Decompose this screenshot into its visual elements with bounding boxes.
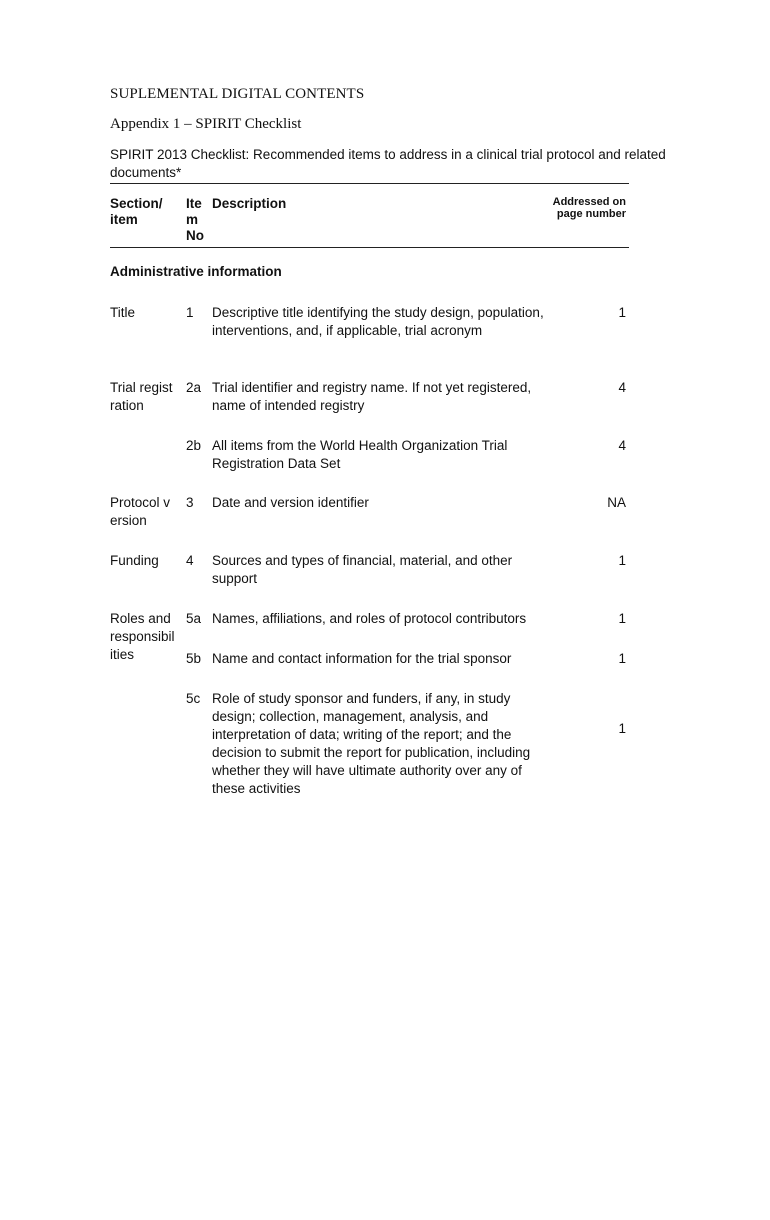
- table-row-item: 5c: [186, 691, 201, 706]
- table-header-rule: [110, 247, 629, 248]
- table-row-item: 5b: [186, 651, 202, 666]
- table-row-page: 1: [618, 305, 626, 320]
- table-row-item: 5a: [186, 611, 202, 626]
- table-row-page: 4: [618, 380, 626, 395]
- table-row-description: Sources and types of financial, material, and other support: [212, 553, 513, 586]
- table-row-description: Trial identifier and registry name. If not yet registered, name of intended registry: [212, 380, 532, 413]
- table-row-description: Date and version identifier: [212, 495, 369, 510]
- table-row-page: 1: [618, 553, 626, 568]
- checklist-intro: SPIRIT 2013 Checklist: Recommended items to address in a clinical trial protocol and related documents*: [110, 147, 666, 180]
- column-header-page: Addressed on page number: [552, 196, 626, 220]
- table-row-section: Trial registration: [110, 380, 173, 413]
- table-row-item: 2b: [186, 438, 202, 453]
- table-row-description: All items from the World Health Organization Trial Registration Data Set: [212, 438, 508, 471]
- table-row-page: 1: [618, 611, 626, 626]
- table-row-item: 4: [186, 553, 194, 568]
- table-row-item: 2a: [186, 380, 202, 395]
- table-row-description: Names, affiliations, and roles of protocol contributors: [212, 611, 527, 626]
- table-row-page: NA: [607, 495, 626, 510]
- table-row-item: 1: [186, 305, 194, 320]
- table-row-page: 4: [618, 438, 626, 453]
- appendix-heading: Appendix 1 – SPIRIT Checklist: [110, 116, 302, 132]
- table-row-section: Roles and responsibilities: [110, 611, 175, 662]
- table-row-description: Descriptive title identifying the study design, population, interventions, and, if applicable, trial acronym: [212, 305, 544, 338]
- table-row-description: Role of study sponsor and funders, if any, in study design; collection, management, analysis, and interpretation of data; writing of the report; and the decision to submit the report for publication, including whether they will have ultimate authority over any of these activities: [212, 691, 531, 796]
- table-row-page: 1: [618, 721, 626, 736]
- table-row-page: 1: [618, 651, 626, 666]
- column-header-description: Description: [212, 196, 287, 211]
- document-title: SUPLEMENTAL DIGITAL CONTENTS: [110, 86, 365, 102]
- column-header-item: Item No: [186, 196, 204, 243]
- column-header-section: Section/ item: [110, 196, 163, 227]
- section-group-title: Administrative information: [110, 264, 282, 279]
- table-row-section: Protocol version: [110, 495, 171, 528]
- table-top-rule: [110, 183, 629, 184]
- table-row-section: Title: [110, 305, 136, 320]
- table-row-item: 3: [186, 495, 194, 510]
- table-row-description: Name and contact information for the trial sponsor: [212, 651, 512, 666]
- table-row-section: Funding: [110, 553, 159, 568]
